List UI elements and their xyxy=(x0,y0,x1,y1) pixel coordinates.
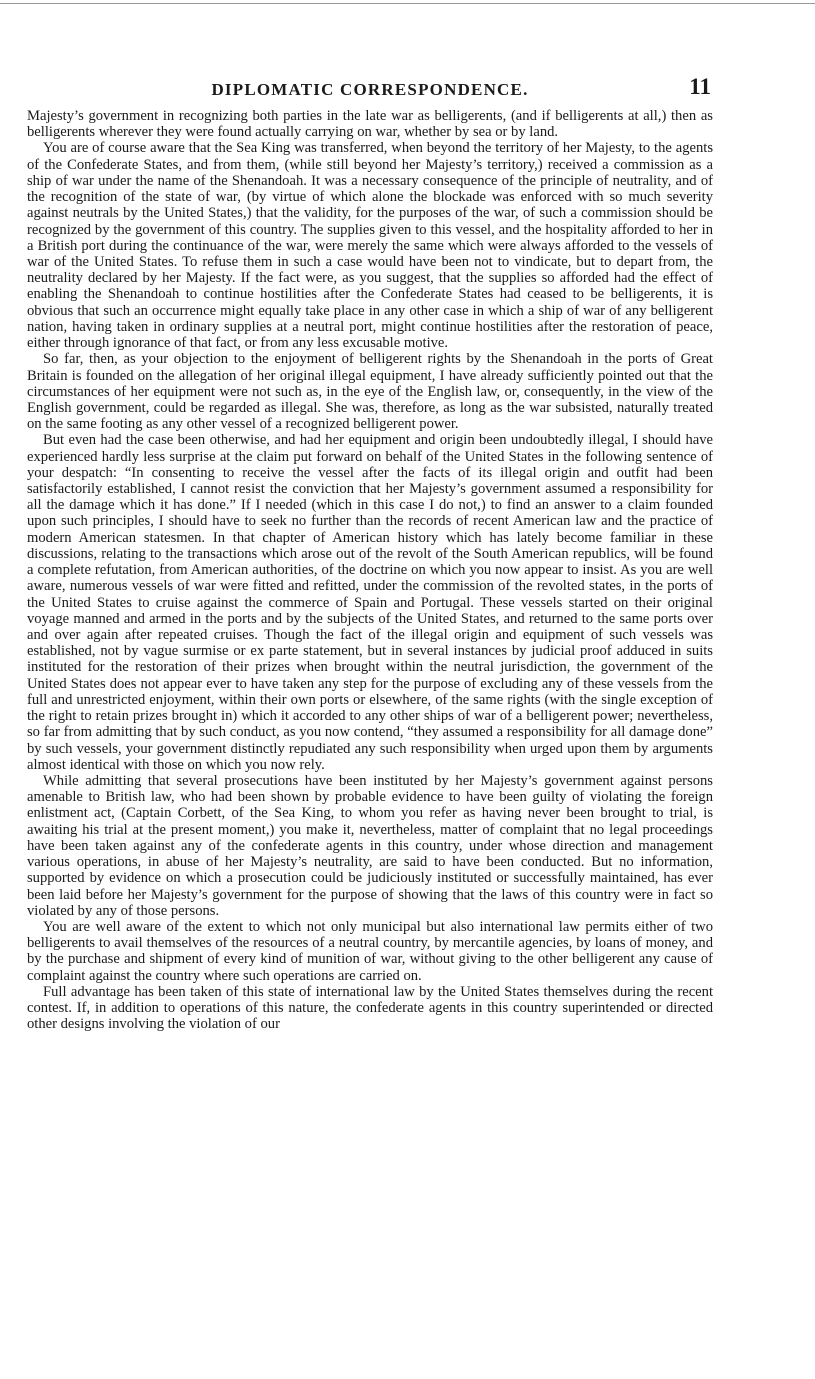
page-header xyxy=(27,74,713,104)
paragraph-1: Majesty’s government in recognizing both parties in the late war as belligerents, (and if belligerents at all,) then as belligerents wherever they were found actually carrying on war, whether by sea or by land. xyxy=(27,108,713,141)
page-number: 11 xyxy=(689,74,711,99)
paragraph-7: Full advantage has been taken of this state of international law by the United States themselves during the recent contest. If, in addition to operations of this nature, the confederate agents in this country superintended or directed other designs involving the violation of our xyxy=(27,983,713,1033)
document-page xyxy=(27,74,713,1032)
paragraph-3: So far, then, as your objection to the enjoyment of belligerent rights by the Shenandoah in the ports of Great Britain is founded on the allegation of her original illegal equipment, I have already sufficiently pointed out that the circumstances of her equipment were not such as, in the eye of the English law, or, consequently, in the view of the English government, could be regarded as illegal. She was, therefore, as long as the war subsisted, naturally treated on the same footing as any other vessel of a recognized belligerent power. xyxy=(27,351,713,433)
running-head: DIPLOMATIC CORRESPONDENCE. xyxy=(211,80,529,99)
paragraph-2: You are of course aware that the Sea King was transferred, when beyond the territory of her Majesty, to the agents of the Confederate States, and from them, (while still beyond her Majesty’s territory,) received a commission as a ship of war under the name of the Shenandoah. It was a necessary consequence of the principle of neutrality, and of the recognition of the state of war, (by virtue of which alone the blockade was enforced with so much severity against neutrals by the United States,) that the validity, for the purposes of the war, of such a commission should be recognized by the government of this country. The supplies given to this vessel, and the hospitality afforded to her in a British port during the continuance of the war, were merely the same which were always afforded to the vessels of war of the United States. To refuse them in such a case would have been not to vindicate, but to depart from, the neutrality declared by her Majesty. If the fact were, as you suggest, that the supplies so afforded had the effect of enabling the Shenandoah to continue hostilities after the Confederate States had ceased to be belligerents, it is obvious that such an occurrence might equally take place in any other case in which a ship of war of any belligerent nation, having taken in ordinary supplies at a neutral port, might continue hostilities after the restoration of peace, either through ignorance of that fact, or from any less excusable motive. xyxy=(27,140,713,352)
paragraph-4: But even had the case been otherwise, and had her equipment and origin been undoubtedly illegal, I should have experienced hardly less surprise at the claim put forward on behalf of the United States in the following sentence of your despatch: “In consenting to receive the vessel after the facts of its illegal origin and outfit had been satisfactorily established, I cannot resist the conviction that her Majesty’s government assumed a responsibility for all the damage which it has done.” If I needed (which in this case I do not,) to find an answer to a claim founded upon such principles, I should have to seek no further than the records of recent American law and the practice of modern American statesmen. In that chapter of American history which has lately become familiar in these discussions, relating to the transactions which arose out of the revolt of the South American republics, will be found a complete refutation, from American authorities, of the doctrine on which you now appear to insist. As you are well aware, numerous vessels of war were fitted and refitted, under the commission of the revolted states, in the ports of the United States to cruise against the commerce of Spain and Portugal. These vessels started on their original voyage manned and armed in the ports and by the subjects of the United States, and returned to the same ports over and over again after repeated cruises. Though the fact of the illegal origin and equipment of such vessels was established, not by vague surmise or ex parte statement, but in several instances by judicial proof adduced in suits instituted for the restoration of their prizes when brought within the neutral jurisdiction, the government of the United States does not appear ever to have taken any step for the purpose of excluding any of these vessels from the full and unrestricted enjoyment, within their own ports or elsewhere, of the same rights (with the single exception of the right to retain prizes brought in) which it accorded to any other ships of war of a belligerent power; nevertheless, so far from admitting that by such conduct, as you now contend, “they assumed a responsibility for all damage done” by such vessels, your government distinctly repudiated any such responsibility when urged upon them by arguments almost identical with those on which you now rely. xyxy=(27,432,713,773)
paragraph-5: While admitting that several prosecutions have been instituted by her Majesty’s government against persons amenable to British law, who had been shown by probable evidence to have been guilty of violating the foreign enlistment act, (Captain Corbett, of the Sea King, to whom you refer as having never been brought to trial, is awaiting his trial at the present moment,) you make it, nevertheless, matter of complaint that no legal proceedings have been taken against any of the confederate agents in this country, under whose direction and management various operations, in abuse of her Majesty’s neutrality, are said to have been conducted. But no information, supported by evidence on which a prosecution could be judiciously instituted or successfully maintained, has ever been laid before her Majesty’s government for the purpose of showing that the laws of this country were in fact so violated by any of those persons. xyxy=(27,772,713,919)
paragraph-6: You are well aware of the extent to which not only municipal but also international law permits either of two belligerents to avail themselves of the resources of a neutral country, by mercantile agencies, by loans of money, and by the purchase and shipment of every kind of munition of war, without giving to the other belligerent any cause of complaint against the country where such operations are carried on. xyxy=(27,918,713,984)
body-text xyxy=(27,108,713,1032)
top-rule xyxy=(0,3,815,4)
